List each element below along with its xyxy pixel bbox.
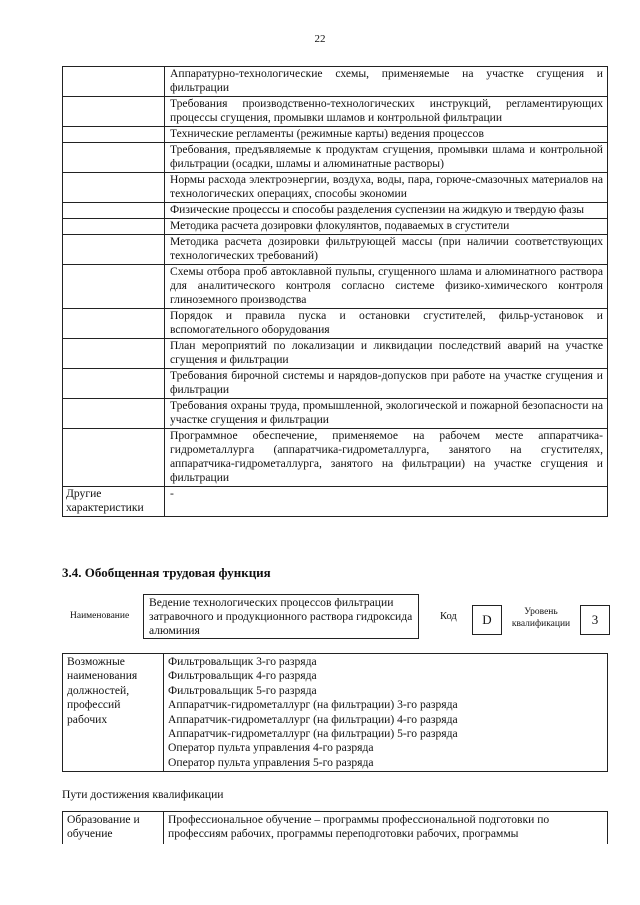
row-label <box>63 143 165 173</box>
row-label <box>63 67 165 97</box>
row-label <box>63 429 165 487</box>
paths-table <box>62 811 608 844</box>
positions-list <box>164 654 608 772</box>
position-item: Фильтровальщик 5-го разряда <box>168 683 317 697</box>
row-text: Схемы отбора проб автоклавной пульпы, сгущенного шлама и алюминатного раствора для аналитического контроля согласно системе физико-химического контроля глиноземного производства <box>165 265 608 309</box>
knowledge-table <box>62 66 608 517</box>
position-item: Оператор пульта управления 5-го разряда <box>168 755 374 769</box>
table-row <box>63 203 608 219</box>
row-label <box>63 339 165 369</box>
position-item: Оператор пульта управления 4-го разряда <box>168 741 374 755</box>
row-text: - <box>165 487 608 517</box>
table-row <box>63 339 608 369</box>
row-text: Требования бирочной системы и нарядов-допусков при работе на участке сгущения и фильтрации <box>165 369 608 399</box>
level-box: 3 <box>580 605 610 635</box>
row-text: Технические регламенты (режимные карты) ведения процессов <box>165 127 608 143</box>
row-label <box>63 265 165 309</box>
positions-label: Возможные наименования должностей, профессий рабочих <box>63 654 164 772</box>
paths-label: Образование и обучение <box>63 812 164 844</box>
level-label: Уровень квалификации <box>511 607 571 629</box>
row-label <box>63 369 165 399</box>
row-text: Нормы расхода электроэнергии, воздуха, воды, пара, горюче-смазочных материалов на технологических операциях, способы экономии <box>165 173 608 203</box>
table-row <box>63 487 608 517</box>
row-text: Методика расчета дозировки флокулянтов, подаваемых в сгустители <box>165 219 608 235</box>
position-item: Фильтровальщик 3-го разряда <box>168 655 317 668</box>
name-label: Наименование <box>70 611 130 621</box>
row-label <box>63 127 165 143</box>
code-label: Код <box>440 611 457 622</box>
position-item: Фильтровальщик 4-го разряда <box>168 669 317 683</box>
page-number: 22 <box>314 33 326 45</box>
row-label <box>63 219 165 235</box>
table-row <box>63 369 608 399</box>
paths-title: Пути достижения квалификации <box>62 788 224 801</box>
row-text: План мероприятий по локализации и ликвидации последствий аварий на участке сгущения и фильтрации <box>165 339 608 369</box>
row-label <box>63 173 165 203</box>
table-row <box>63 429 608 487</box>
row-text: Требования охраны труда, промышленной, экологической и пожарной безопасности на участке сгущения и фильтрации <box>165 399 608 429</box>
row-text: Аппаратурно-технологические схемы, применяемые на участке сгущения и фильтрации <box>165 67 608 97</box>
code-box: D <box>472 605 502 635</box>
row-label <box>63 309 165 339</box>
position-item: Аппаратчик-гидрометаллург (на фильтрации) 3-го разряда <box>168 698 458 712</box>
section-title: 3.4. Обобщенная трудовая функция <box>62 565 271 580</box>
position-item: Аппаратчик-гидрометаллург (на фильтрации) 4-го разряда <box>168 712 458 726</box>
table-row <box>63 265 608 309</box>
positions-table <box>62 653 608 772</box>
table-row <box>63 97 608 127</box>
row-text: Физические процессы и способы разделения суспензии на жидкую и твердую фазы <box>165 203 608 219</box>
row-text: Программное обеспечение, применяемое на рабочем месте аппаратчика-гидрометаллурга (аппаратчика-гидрометаллурга, занятого на сгустителях, аппаратчика-гидрометаллурга, занятого на фильтрации) на участке сгущения и фильтрации <box>165 429 608 487</box>
table-row <box>63 309 608 339</box>
table-row <box>63 219 608 235</box>
position-item: Аппаратчик-гидрометаллург (на фильтрации) 5-го разряда <box>168 727 458 741</box>
row-text: Требования производственно-технологических инструкций, регламентирующих процессы сгущения, промывки шламов и контрольной фильтрации <box>165 97 608 127</box>
paths-value: Профессиональное обучение – программы профессиональной подготовки по профессиям рабочих, программы переподготовки рабочих, программы <box>164 812 608 844</box>
row-text: Порядок и правила пуска и остановки сгустителей, фильр-установок и вспомогательного оборудования <box>165 309 608 339</box>
table-row <box>63 399 608 429</box>
table-row <box>63 235 608 265</box>
row-text: Методика расчета дозировки фильтрующей массы (при наличии соответствующих технологических требований) <box>165 235 608 265</box>
table-row <box>63 67 608 97</box>
table-row <box>63 143 608 173</box>
row-label: Другие характеристики <box>63 487 165 517</box>
function-name-box: Ведение технологических процессов фильтрации затравочного и продукционного раствора гидроксида алюминия <box>143 594 419 639</box>
row-text: Требования, предъявляемые к продуктам сгущения, промывки шлама и контрольной фильтрации (осадки, шламы и алюминатные растворы) <box>165 143 608 173</box>
row-label <box>63 235 165 265</box>
table-row <box>63 127 608 143</box>
row-label <box>63 97 165 127</box>
table-row <box>63 173 608 203</box>
row-label <box>63 203 165 219</box>
row-label <box>63 399 165 429</box>
